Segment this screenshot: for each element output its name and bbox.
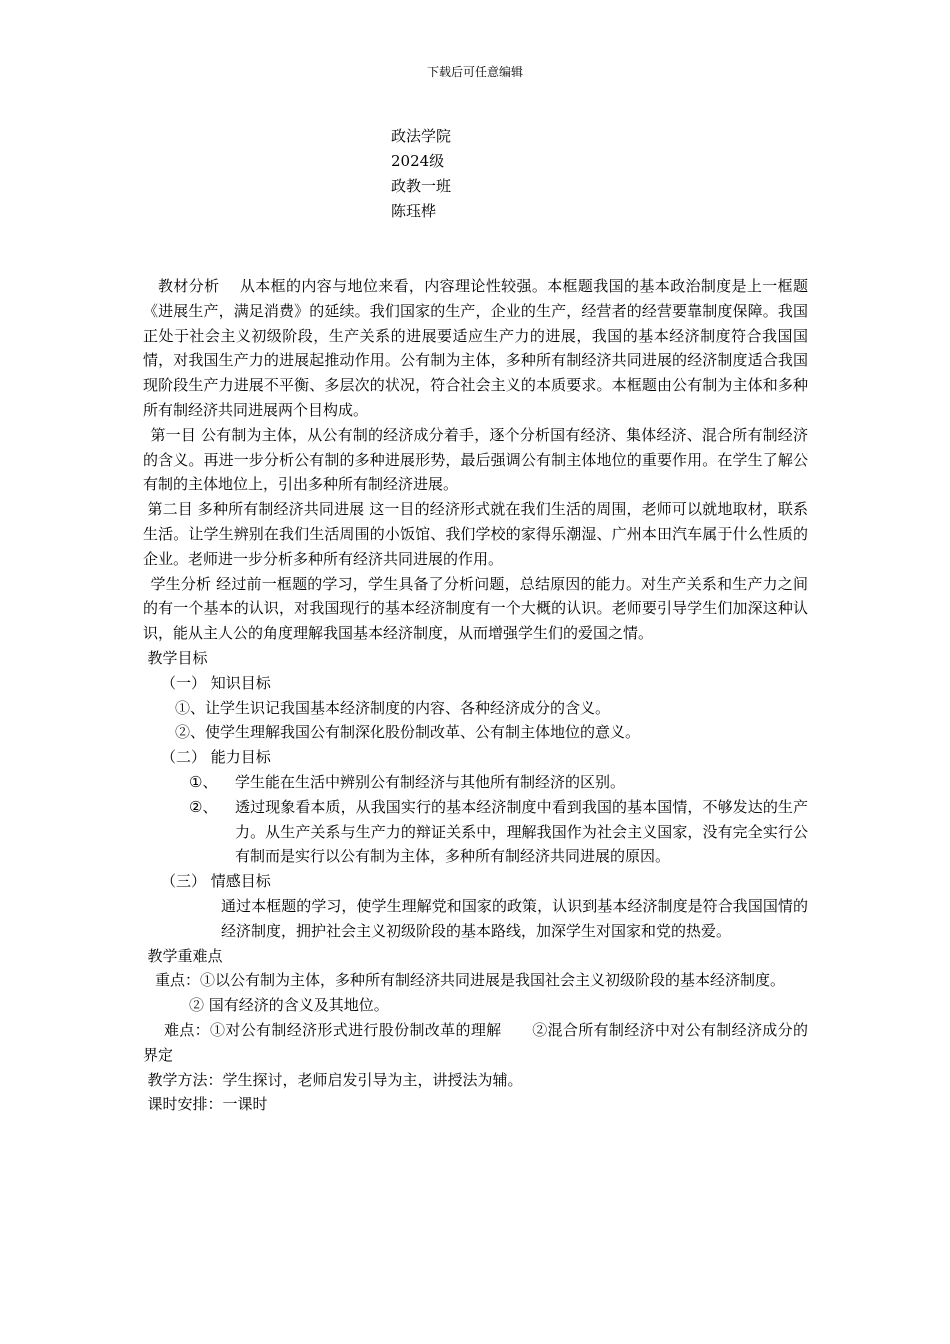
teaching-method: 教学方法：学生探讨，老师启发引导为主，讲授法为辅。 — [147, 1070, 523, 1089]
textbook-analysis-paragraph: 教材分析 从本框的内容与地位来看，内容理论性较强。本框题我国的基本政治制度是上一框题《进展生产，满足消费》的延续。我们国家的生产，企业的生产，经营者的经营要靠制度保障。我国正处于社会主义初级阶段，生产关系的进展要适应生产力的进展，我国的基本经济制度符合我国国情，对我国生产力的进展起推动作用。公有制为主体，多种所有制经济共同进展的经济制度适合我国现阶段生产力进展不平衡、多层次的状况，符合社会主义的本质要求。本框题由公有制为主体和多种所有制经济共同进展两个目构成。 — [143, 277, 808, 419]
emotion-goal-text: 通过本框题的学习，使学生理解党和国家的政策，认识到基本经济制度是符合我国国情的经济制度，拥护社会主义初级阶段的基本路线，加深学生对国家和党的热爱。 — [221, 896, 808, 940]
ability-goal-item-1 — [143, 770, 808, 795]
key-point-1: 重点：①以公有制为主体，多种所有制经济共同进展是我国社会主义初级阶段的基本经济制度。 — [155, 971, 786, 990]
emotion-goal-heading: （三） 情感目标 — [161, 872, 271, 891]
section-two-paragraph: 第二目 多种所有制经济共同进展 这一目的经济形式就在我们生活的周围，老师可以就地取材，联系生活。让学生辨别在我们生活周围的小饭馆、我们学校的家得乐潮湿、广州本田汽车属于什么性质的企业。老师进一步分析多种所有经济共同进展的作用。 — [143, 500, 808, 568]
key-point-2: ② 国有经济的含义及其地位。 — [189, 996, 389, 1015]
ability-goal-item-1-text: 学生能在生活中辨别公有制经济与其他所有制经济的区别。 — [235, 772, 626, 791]
ability-goal-item-2-text: 透过现象看本质，从我国实行的基本经济制度中看到我国的基本国情，不够发达的生产力。从生产关系与生产力的辩证关系中，理解我国作为社会主义国家，没有完全实行公有制而是实行以公有制为主体，多种所有制经济共同进展的原因。 — [235, 797, 808, 866]
ability-goal-item-2 — [143, 795, 808, 869]
author-block — [391, 124, 451, 224]
author-school: 政法学院 — [391, 127, 452, 145]
ability-goal-heading: （二） 能力目标 — [161, 748, 271, 767]
author-grade: 2024级 — [391, 152, 445, 170]
knowledge-goal-item-2: ②、使学生理解我国公有制深化股份制改革、公有制主体地位的意义。 — [175, 723, 641, 742]
knowledge-goal-item-1: ①、让学生识记我国基本经济制度的内容、各种经济成分的含义。 — [175, 698, 611, 717]
ability-goal-item-1-number: ①、 — [189, 772, 218, 791]
section-one-paragraph: 第一目 公有制为主体，从公有制的经济成分着手，逐个分析国有经济、集体经济、混合所有制经济的含义。再进一步分析公有制的多种进展形势，最后强调公有制主体地位的重要作用。在学生了解公有制的主体地位上，引出多种所有制经济进展。 — [143, 425, 808, 494]
difficult-points: 难点：①对公有制经济形式进行股份制改革的理解 ②混合所有制经济中对公有制经济成分的界定 — [143, 1020, 808, 1064]
author-name: 陈珏桦 — [391, 202, 437, 220]
key-difficult-points-heading: 教学重难点 — [147, 946, 223, 965]
ability-goal-item-2-number: ②、 — [189, 797, 218, 816]
header-note: 下载后可任意编辑 — [426, 65, 523, 79]
document-body — [143, 274, 808, 1117]
class-schedule: 课时安排：一课时 — [147, 1095, 268, 1114]
knowledge-goal-heading: （一） 知识目标 — [161, 673, 271, 692]
author-class: 政教一班 — [391, 177, 452, 195]
teaching-goals-heading: 教学目标 — [147, 648, 208, 667]
student-analysis-paragraph: 学生分析 经过前一框题的学习，学生具备了分析问题，总结原因的能力。对生产关系和生产力之间的有一个基本的认识，对我国现行的基本经济制度有一个大概的认识。老师要引导学生们加深这种认识，能从主人公的角度理解我国基本经济制度，从而增强学生们的爱国之情。 — [143, 574, 808, 643]
